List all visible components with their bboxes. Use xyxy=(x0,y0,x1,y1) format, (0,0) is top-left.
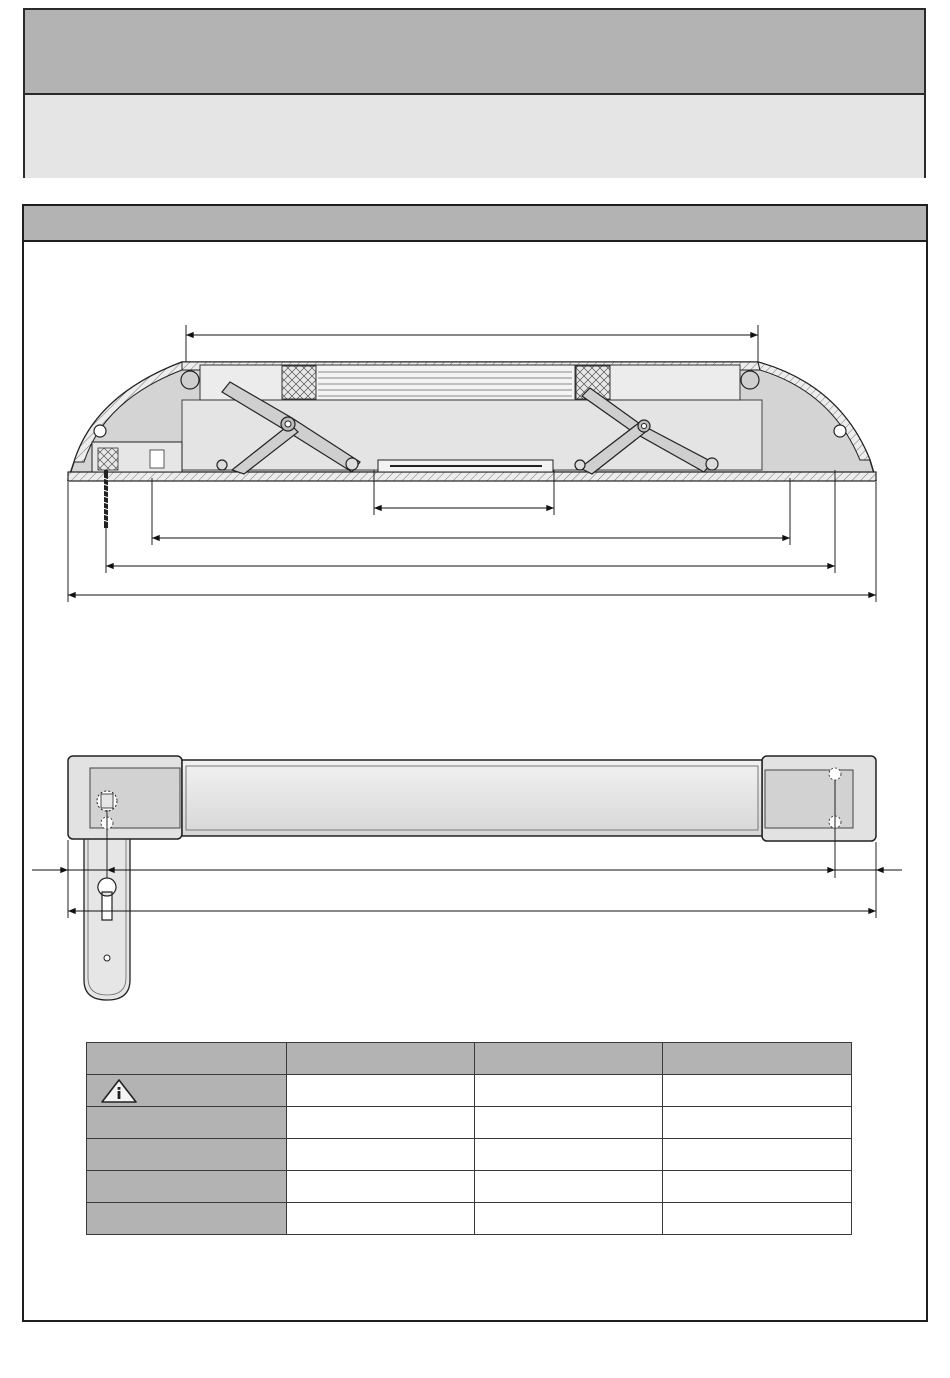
table-row-head xyxy=(87,1139,287,1171)
left-pivot-base xyxy=(217,460,227,470)
table-header-cell xyxy=(663,1043,852,1075)
right-hinge xyxy=(834,425,846,437)
table-cell xyxy=(663,1107,852,1139)
table-cell xyxy=(475,1139,663,1171)
table-row-head xyxy=(87,1075,287,1107)
right-pivot-base xyxy=(575,460,585,470)
table-cell xyxy=(663,1075,852,1107)
left-crosshatch-block xyxy=(282,366,316,399)
table-cell xyxy=(287,1139,475,1171)
table-row-head xyxy=(87,1107,287,1139)
table-cell xyxy=(663,1139,852,1171)
table-cell xyxy=(663,1203,852,1235)
push-bar-top xyxy=(182,760,762,836)
table-row-head xyxy=(87,1203,287,1235)
right-pivot-bottom xyxy=(706,458,718,470)
left-end-roller xyxy=(181,371,199,389)
table-row xyxy=(87,1203,852,1235)
table-cell xyxy=(287,1107,475,1139)
left-hinge xyxy=(94,425,106,437)
table-cell xyxy=(475,1203,663,1235)
table-header-cell xyxy=(87,1043,287,1075)
table-row xyxy=(87,1075,852,1107)
right-end-roller xyxy=(741,371,759,389)
table-header-row xyxy=(87,1043,852,1075)
table-cell xyxy=(287,1075,475,1107)
table-cell xyxy=(475,1171,663,1203)
side-section-view xyxy=(68,325,876,602)
left-pivot-bottom xyxy=(346,458,358,470)
table-row xyxy=(87,1171,852,1203)
table-cell xyxy=(475,1107,663,1139)
table-row xyxy=(87,1107,852,1139)
right-fixing-hole-top xyxy=(829,768,841,780)
table-cell xyxy=(287,1171,475,1203)
plan-view xyxy=(32,756,902,1000)
table-row-head xyxy=(87,1171,287,1203)
warning-info-icon xyxy=(99,1078,139,1104)
table-cell xyxy=(287,1203,475,1235)
table-header-cell xyxy=(475,1043,663,1075)
table-row xyxy=(87,1139,852,1171)
table-cell xyxy=(475,1075,663,1107)
push-bar-profile xyxy=(315,365,575,400)
table-header-cell xyxy=(287,1043,475,1075)
escutcheon-screw xyxy=(104,955,110,961)
base-plate xyxy=(68,472,876,481)
table-cell xyxy=(663,1171,852,1203)
specification-table xyxy=(86,1042,852,1235)
